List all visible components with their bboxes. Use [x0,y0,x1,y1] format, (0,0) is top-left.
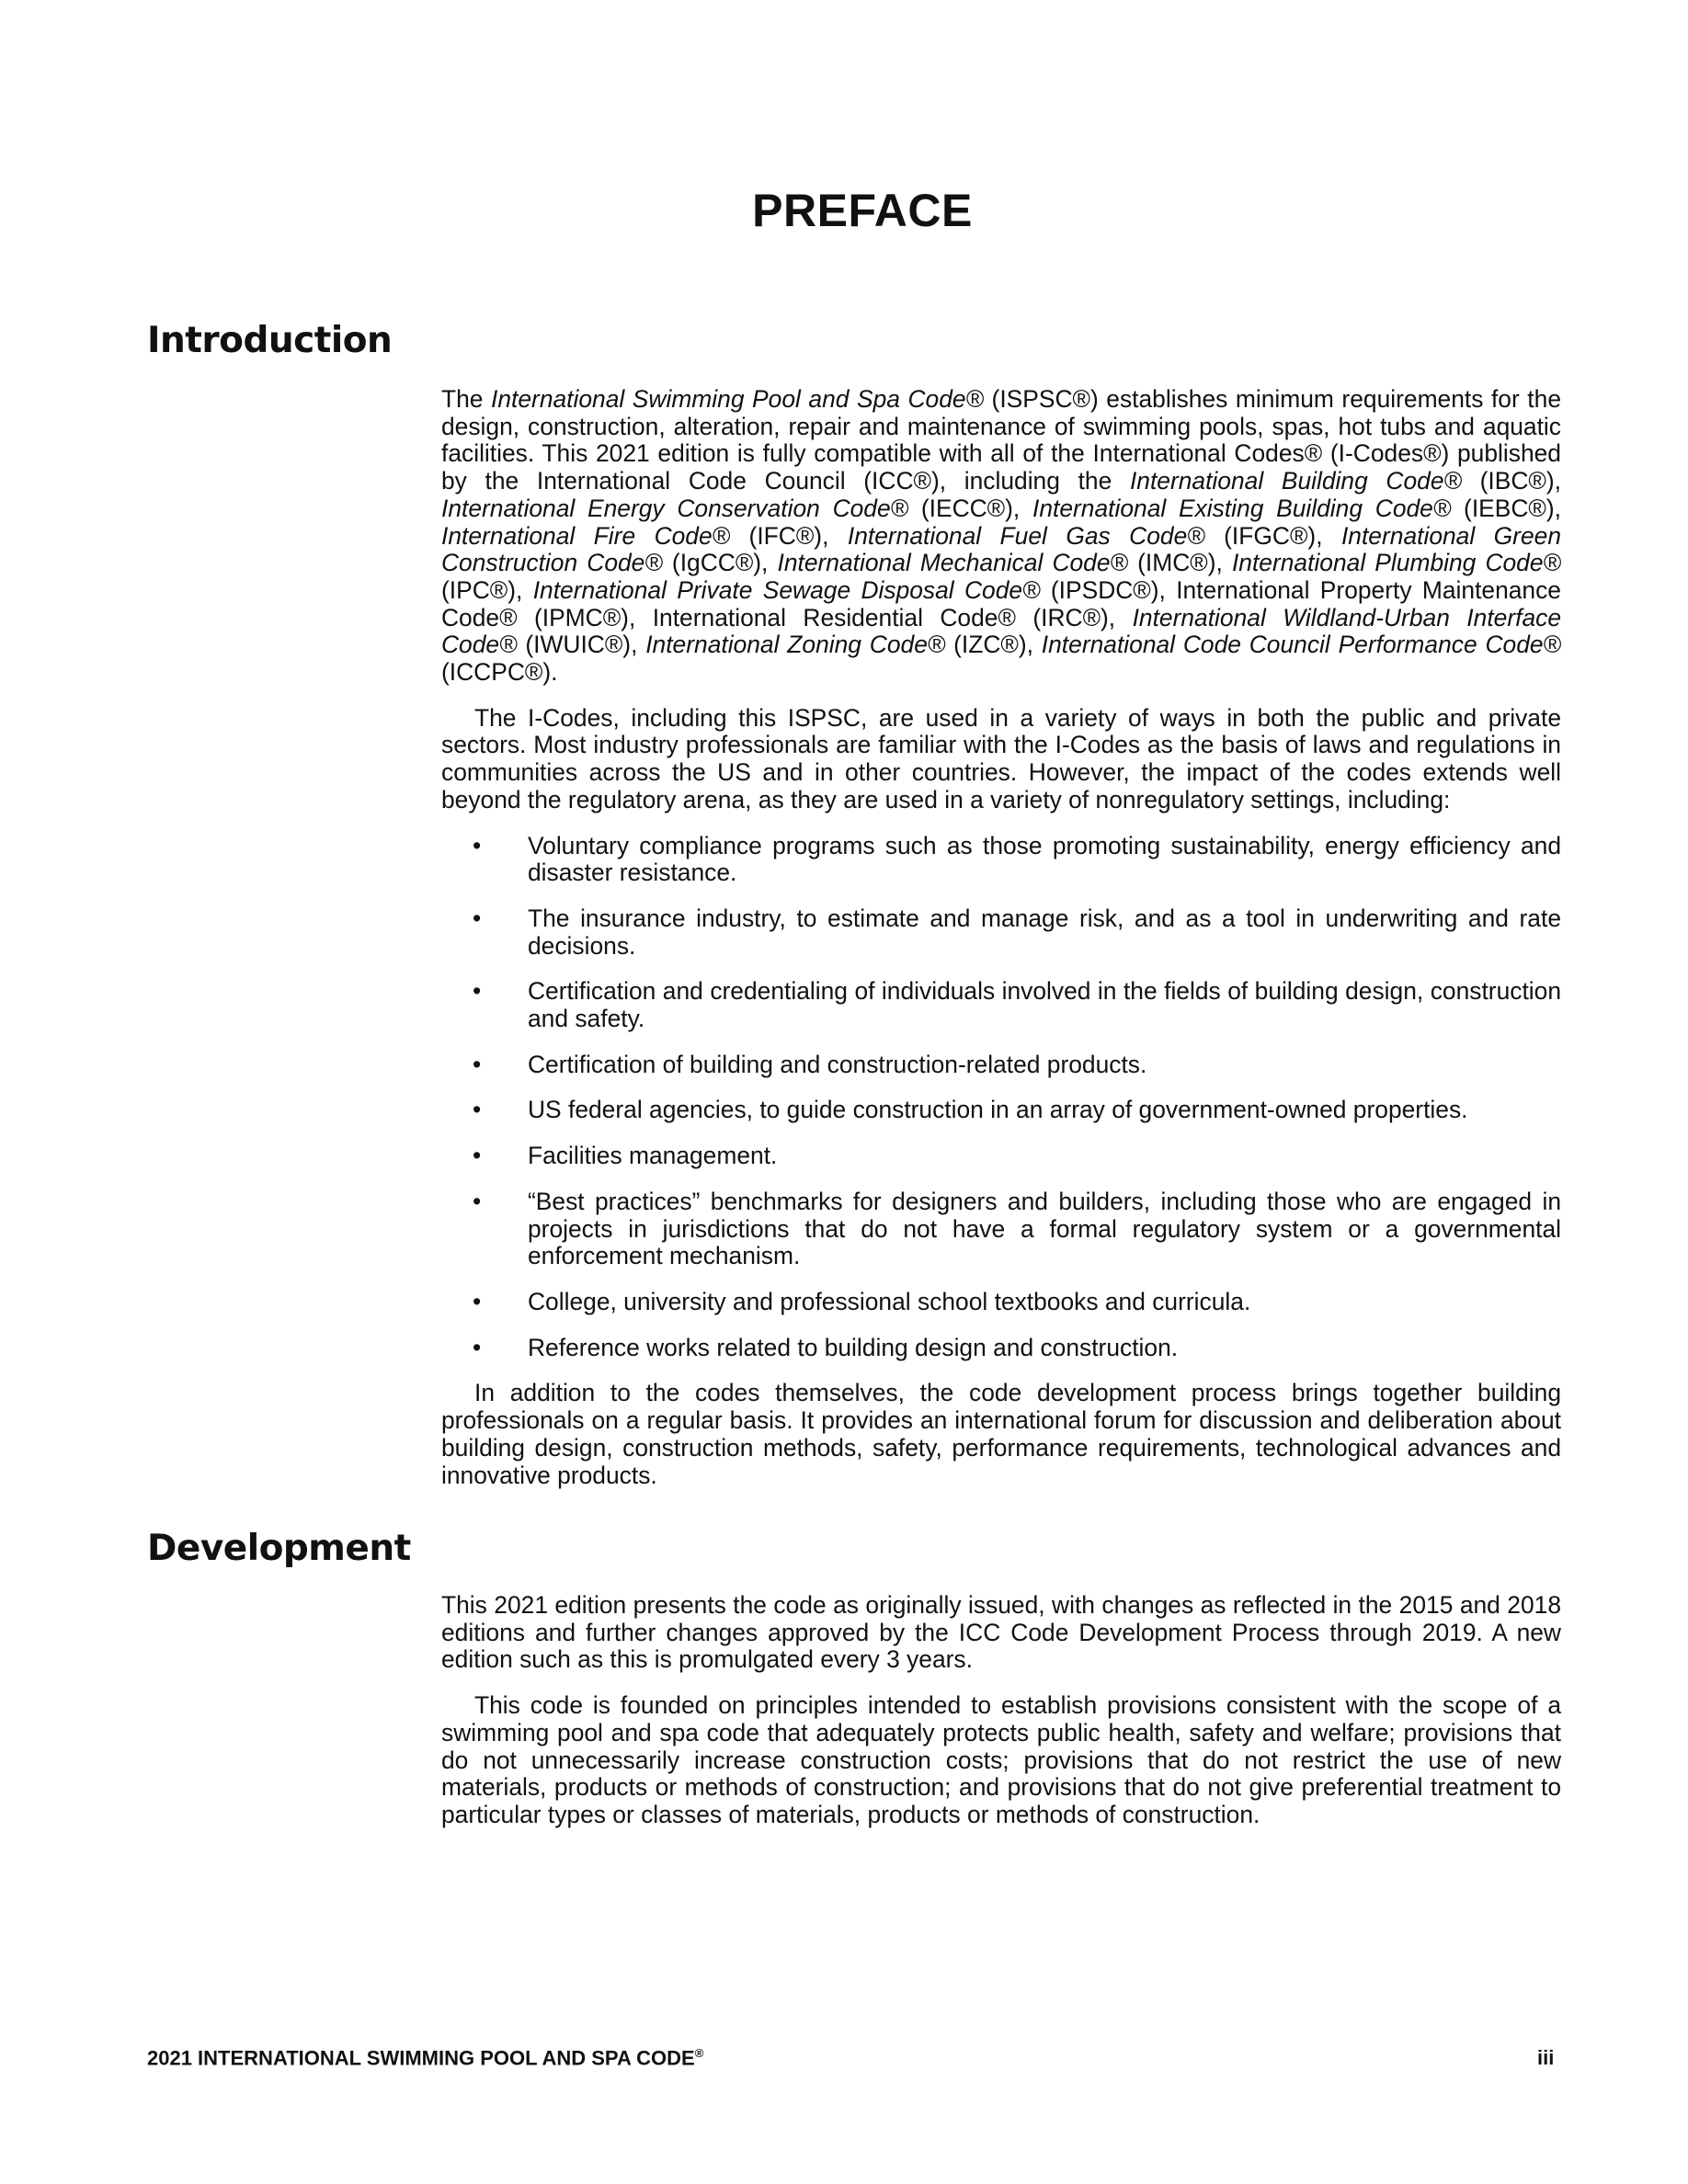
introduction-paragraph-3: In addition to the codes themselves, the code development process brings together building professionals on a regular basis. It provides an international forum for discussion and deliberation about building design, construction methods, safety, performance requirements, technological advances and innovative products. [441,1379,1561,1489]
paragraph-text-run: (IBC®), [1461,467,1561,495]
list-item-text: Certification of building and construction-related products. [528,1050,1147,1078]
list-item-text: US federal agencies, to guide construction in an array of government-owned properties. [528,1096,1468,1124]
introduction-paragraph-2: The I-Codes, including this ISPSC, are used in a variety of ways in both the public and private sectors. Most industry professionals are familiar with the I-Codes as the basis of laws and regulations in communities across the US and in other countries. However, the impact of the codes extends well beyond the regulatory arena, as they are used in a variety of nonregulatory settings, including: [441,703,1561,813]
code-title-italic: International Swimming Pool and Spa Code® [491,385,984,413]
page-title: PREFACE [752,185,973,236]
code-title-italic: International Fuel Gas Code® [847,521,1205,550]
paragraph-text-run: (IFGC®), [1204,521,1341,550]
code-title-italic: International Mechanical Code® [777,549,1128,577]
list-item [441,1143,1561,1170]
uses-bullet-list [441,833,1561,1362]
code-title-italic: International Fire Code® [441,521,731,550]
list-item [441,1289,1561,1316]
list-item-text: College, university and professional school textbooks and curricula. [528,1287,1251,1315]
code-title-italic: International Wildland-Urban Interface Code® [441,603,1561,659]
code-title-italic: International Building Code® [1129,467,1462,495]
list-item [441,1052,1561,1079]
paragraph-text-run: (IZC®), [945,631,1042,659]
paragraph-text-run: (IECC®), [908,494,1032,522]
bullet-icon: • [473,1287,482,1315]
paragraph-text-run: The [441,385,492,413]
bullet-icon: • [473,1096,482,1124]
paragraph-text-run: (IgCC®), [662,549,778,577]
introduction-body [441,386,1561,1507]
paragraph-text-run: (IEBC®), [1451,494,1561,522]
bullet-icon: • [473,831,482,859]
list-item [441,905,1561,960]
list-item [441,1335,1561,1362]
development-body [441,1592,1561,1848]
list-item [441,978,1561,1032]
bullet-icon: • [473,1187,482,1215]
list-item-text: Voluntary compliance programs such as those promoting sustainability, energy efficiency and disaster resistance. [528,831,1561,887]
development-paragraph-1: This 2021 edition presents the code as originally issued, with changes as reflected in the 2015 and 2018 editions and further changes approved by the ICC Code Development Process through 2019. A new edition such as this is promulgated every 3 years. [441,1591,1561,1674]
list-item [441,1189,1561,1270]
bullet-icon: • [473,977,482,1006]
list-item-text: Reference works related to building design and construction. [528,1333,1179,1361]
code-title-italic: International Code Council Performance Code® [1041,631,1561,659]
list-item-text: Certification and credentialing of individuals involved in the fields of building design, construction and safety. [528,977,1561,1033]
paragraph-text-run: (IPC®), [441,575,533,604]
paragraph-text-run: (IMC®), [1128,549,1232,577]
list-item [441,1097,1561,1124]
bullet-icon: • [473,1142,482,1170]
code-title-italic: International Plumbing Code® [1231,549,1561,577]
bullet-icon: • [473,1333,482,1361]
code-title-italic: International Private Sewage Disposal Code® [532,575,1041,604]
paragraph-text-run: (IPSDC®), International Property Maintenance Code® (IPMC®), International Residential Code® (IRC®), [441,575,1561,631]
development-paragraph-2: This code is founded on principles intended to establish provisions consistent with the scope of a swimming pool and spa code that adequately protects public health, safety and welfare; provisions that do not unnecessarily increase construction costs; provisions that do not restrict the use of new materials, products or methods of construction; and provisions that do not give preferential treatment to particular types or classes of materials, products or methods of construction. [441,1691,1561,1828]
paragraph-text-run: (ISPSC®) establishes minimum requirements for the design, construction, alteration, repair and maintenance of swimming pools, spas, hot tubs and aquatic facilities. This 2021 edition is fully compatible with all of the International Codes® (I-Codes®) published by the International Code Council (ICC®), including the [441,385,1561,495]
list-item-text: “Best practices” benchmarks for designers and builders, including those who are engaged in projects in jurisdictions that do not have a formal regulatory system or a governmental enforcement mechanism. [528,1187,1561,1270]
section-heading-development: Development [147,1528,411,1569]
code-title-italic: International Green Construction Code® [441,521,1562,577]
list-item [441,833,1561,887]
code-title-italic: International Energy Conservation Code® [441,494,909,522]
paragraph-text-run: (IWUIC®), [517,631,646,659]
section-heading-introduction: Introduction [147,320,393,361]
bullet-icon: • [473,1050,482,1078]
code-title-italic: International Zoning Code® [645,631,946,659]
paragraph-text-run: (IFC®), [730,521,848,550]
code-title-italic: International Existing Building Code® [1032,494,1452,522]
footer-book-title-text: 2021 INTERNATIONAL SWIMMING POOL AND SPA CODE [147,2046,695,2070]
introduction-paragraph-1 [441,386,1561,687]
footer-book-title [147,2046,703,2070]
footer-registered-mark: ® [694,2046,704,2060]
list-item-text: The insurance industry, to estimate and manage risk, and as a tool in underwriting and rate decisions. [528,904,1561,960]
list-item-text: Facilities management. [528,1142,778,1170]
footer-page-number: iii [1537,2046,1555,2069]
paragraph-text-run: (ICCPC®). [441,658,558,687]
bullet-icon: • [473,904,482,932]
